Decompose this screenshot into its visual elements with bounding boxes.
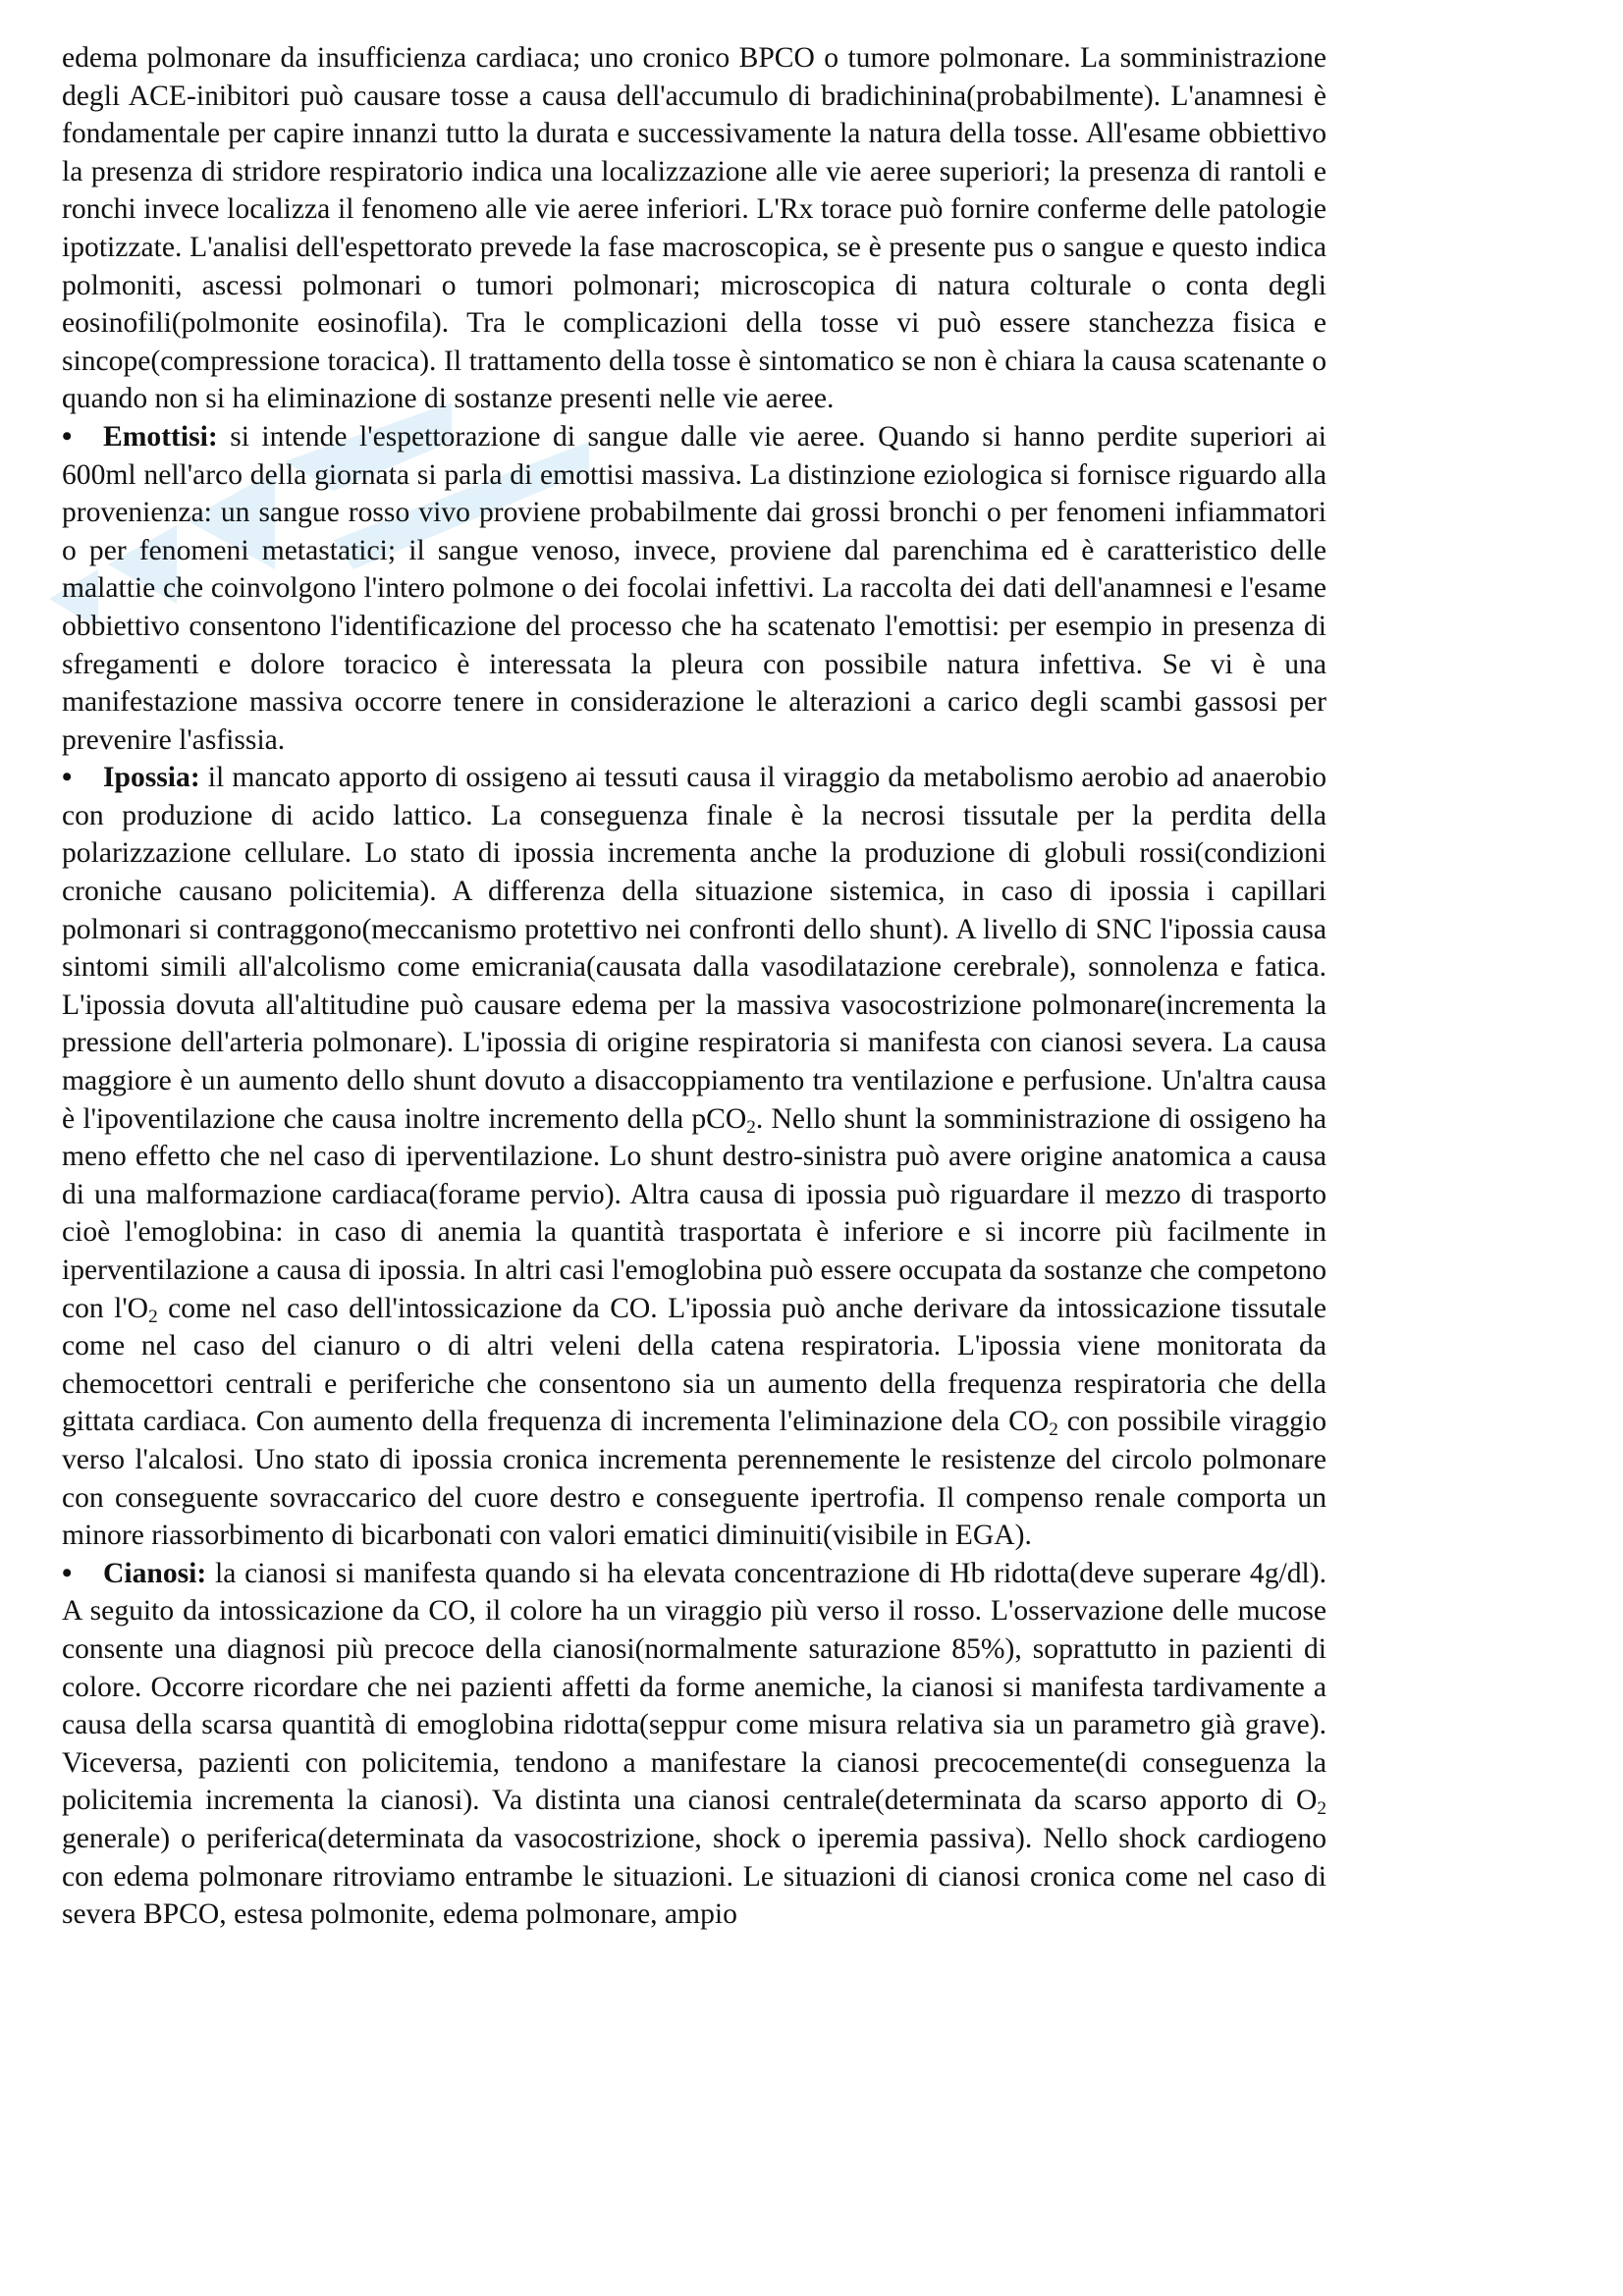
text-ipossia-3: come nel caso dell'intossicazione da CO. L'ipossia può anche derivare da intossicazione tissutale come nel caso del cianuro o di altri veleni della catena respiratoria. L'ipossia viene monitorata da chemocettori centrali e periferiche che consentono sia un aumento della frequenza respiratoria che della gittata cardiaca. Con aumento della frequenza di incrementa l'eliminazione dela CO bbox=[62, 1292, 1326, 1438]
list-item-cianosi bbox=[62, 1555, 1326, 1934]
term-emottisi: Emottisi: bbox=[103, 420, 218, 453]
list-item-ipossia bbox=[62, 759, 1326, 1554]
subscript: 2 bbox=[148, 1306, 158, 1327]
text-emottisi: si intende l'espettorazione di sangue dalle vie aeree. Quando si hanno perdite superiori ai 600ml nell'arco della giornata si parla di emottisi massiva. La distinzione eziologica si fornisce riguardo alla provenienza: un sangue rosso vivo proviene probabilmente dai grossi bronchi o per fenomeni infiammatori o per fenomeni metastatici; il sangue venoso, invece, proviene dal parenchima ed è caratteristico delle malattie che coinvolgono l'intero polmone o dei focolai infettivi. La raccolta dei dati dell'anamnesi e l'esame obbiettivo consentono l'identificazione del processo che ha scatenato l'emottisi: per esempio in presenza di sfregamenti e dolore toracico è interessata la pleura con possibile natura infettiva. Se vi è una manifestazione massiva occorre tenere in considerazione le alterazioni a carico degli scambi gassosi per prevenire l'asfissia. bbox=[62, 420, 1326, 756]
subscript: 2 bbox=[746, 1116, 756, 1138]
subscript: 2 bbox=[1317, 1798, 1326, 1820]
text-ipossia-4: con possibile viraggio verso l'alcalosi. Uno stato di ipossia cronica incrementa perennemente le resistenze del circolo polmonare con conseguente sovraccarico del cuore destro e conseguente ipertrofia. Il compenso renale comporta un minore riassorbimento di bicarbonati con valori ematici diminuiti(visibile in EGA). bbox=[62, 1406, 1326, 1552]
text-cianosi-1: la cianosi si manifesta quando si ha elevata concentrazione di Hb ridotta(deve superare 4g/dl). A seguito da intossicazione da CO, il colore ha un viraggio più verso il rosso. L'osservazione delle mucose consente una diagnosi più precoce della cianosi(normalmente saturazione 85%), soprattutto in pazienti di colore. Occorre ricordare che nei pazienti affetti da forme anemiche, la cianosi si manifesta tardivamente a causa della scarsa quantità di emoglobina ridotta(seppur come misura relativa sia un parametro già grave). Viceversa, pazienti con policitemia, tendono a manifestare la cianosi precocemente(di conseguenza la policitemia incrementa la cianosi). Va distinta una cianosi centrale(determinata da scarso apporto di O bbox=[62, 1557, 1326, 1817]
text-ipossia-2: . Nello shunt la somministrazione di ossigeno ha meno effetto che nel caso di iperventilazione. Lo shunt destro-sinistra può avere origine anatomica a causa di una malformazione cardiaca(forame pervio). Altra causa di ipossia può riguardare il mezzo di trasporto cioè l'emoglobina: in caso di anemia la quantità trasportata è inferiore e si incorre più facilmente in iperventilazione a causa di ipossia. In altri casi l'emoglobina può essere occupata da sostanze che competono con l'O bbox=[62, 1102, 1326, 1324]
term-ipossia: Ipossia: bbox=[103, 762, 200, 794]
intro-paragraph: edema polmonare da insufficienza cardiaca; uno cronico BPCO o tumore polmonare. La somministrazione degli ACE-inibitori può causare tosse a causa dell'accumulo di bradichinina(probabilmente). L'anamnesi è fondamentale per capire innanzi tutto la durata e successivamente la natura della tosse. All'esame obbiettivo la presenza di stridore respiratorio indica una localizzazione alle vie aeree superiori; la presenza di rantoli e ronchi invece localizza il fenomeno alle vie aeree inferiori. L'Rx torace può fornire conferme delle patologie ipotizzate. L'analisi dell'espettorato prevede la fase macroscopica, se è presente pus o sangue e questo indica polmoniti, ascessi polmonari o tumori polmonari; microscopica di natura colturale o conta degli eosinofili(polmonite eosinofila). Tra le complicazioni della tosse vi può essere stanchezza fisica e sincope(compressione toracica). Il trattamento della tosse è sintomatico se non è chiara la causa scatenante o quando non si ha eliminazione di sostanze presenti nelle vie aeree. bbox=[62, 42, 1326, 415]
list-item-emottisi bbox=[62, 418, 1326, 759]
term-cianosi: Cianosi: bbox=[103, 1557, 207, 1589]
bullet-icon: • bbox=[62, 762, 73, 794]
text-ipossia-1: il mancato apporto di ossigeno ai tessuti causa il viraggio da metabolismo aerobio ad anaerobio con produzione di acido lattico. La conseguenza finale è la necrosi tissutale per la perdita della polarizzazione cellulare. Lo stato di ipossia incrementa anche la produzione di globuli rossi(condizioni croniche causano policitemia). A differenza della situazione sistemica, in caso di ipossia i capillari polmonari si contraggono(meccanismo protettivo nei confronti dello shunt). A livello di SNC l'ipossia causa sintomi simili all'alcolismo come emicrania(causata dalla vasodilatazione cerebrale), sonnolenza e fatica. L'ipossia dovuta all'altitudine può causare edema per la massiva vasocostrizione polmonare(incrementa la pressione dell'arteria polmonare). L'ipossia di origine respiratoria si manifesta con cianosi severa. La causa maggiore è un aumento dello shunt dovuto a disaccoppiamento tra ventilazione e perfusione. Un'altra causa è l'ipoventilazione che causa inoltre incremento della pCO bbox=[62, 762, 1326, 1135]
text-cianosi-2: generale) o periferica(determinata da vasocostrizione, shock o iperemia passiva). Nello shock cardiogeno con edema polmonare ritroviamo entrambe le situazioni. Le situazioni di cianosi cronica come nel caso di severa BPCO, estesa polmonite, edema polmonare, ampio bbox=[62, 1822, 1326, 1931]
bullet-icon: • bbox=[62, 420, 73, 453]
document-page bbox=[62, 39, 1326, 1934]
subscript: 2 bbox=[1049, 1419, 1058, 1441]
bullet-icon: • bbox=[62, 1557, 73, 1589]
